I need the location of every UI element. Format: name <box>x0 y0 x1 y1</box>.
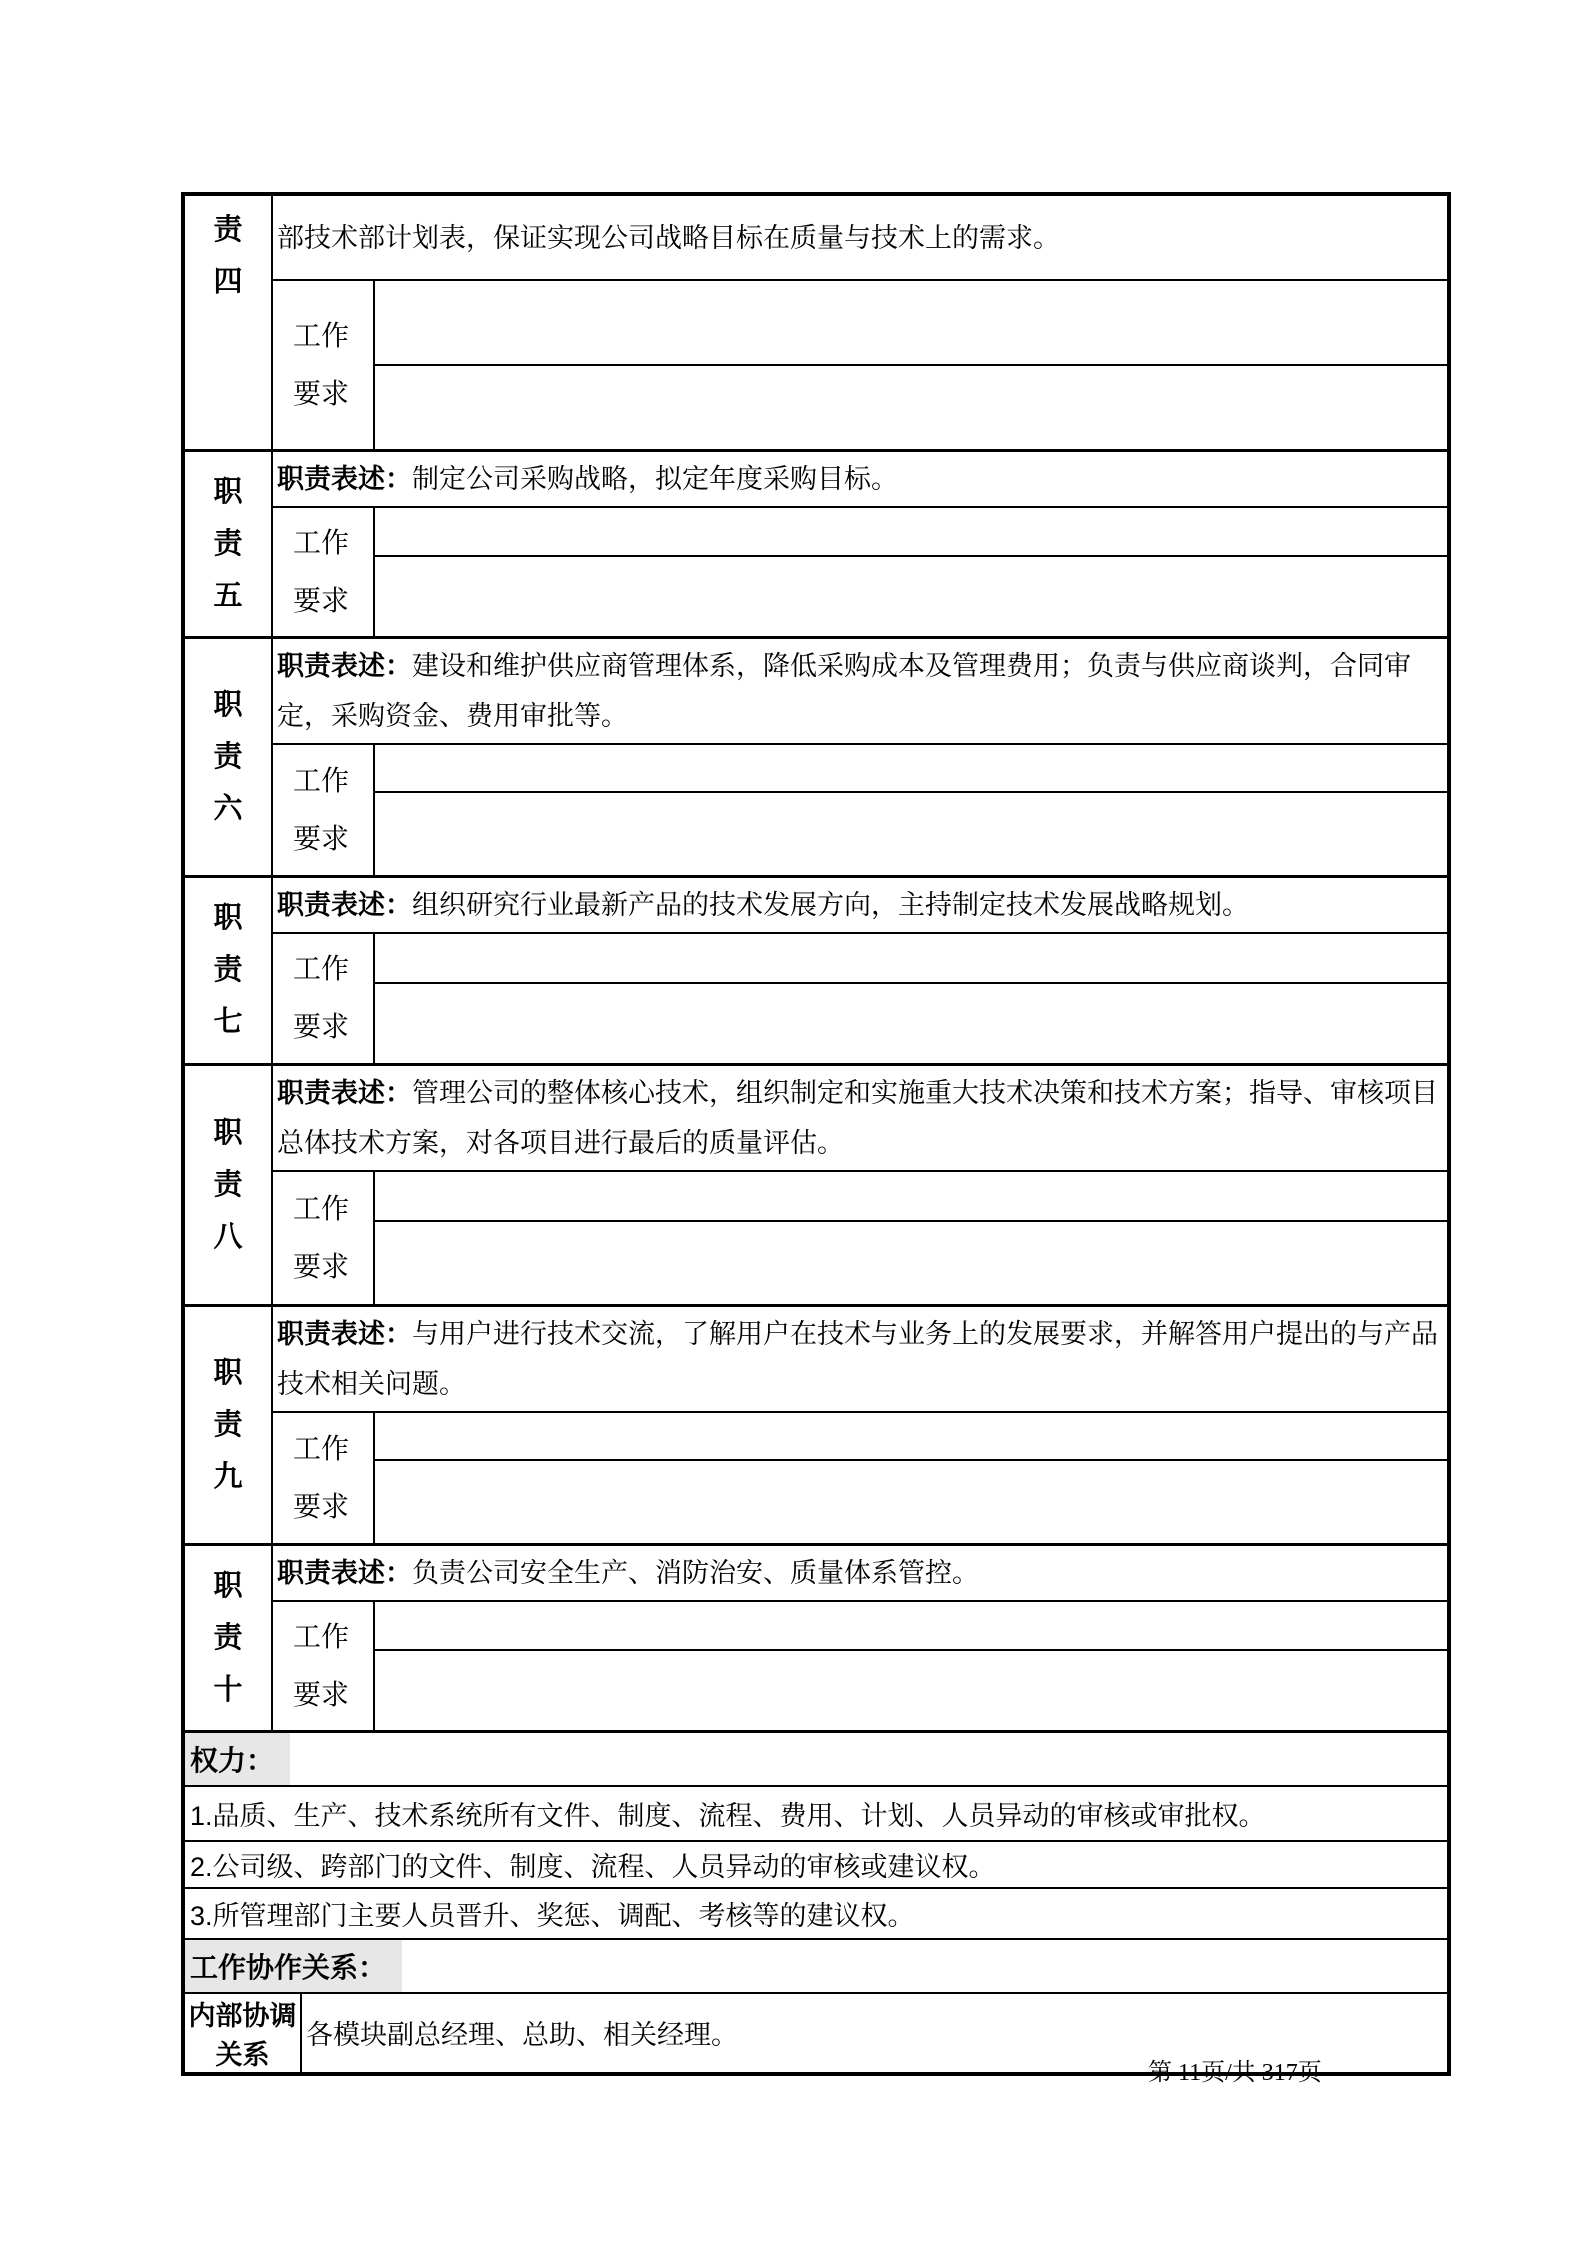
duty-label-cell <box>183 1545 272 1732</box>
work-requirement-label: 工作要求 <box>293 1432 350 1522</box>
power-item: 2.公司级、跨部门的文件、制度、流程、人员异动的审核或建议权。 <box>183 1841 1449 1888</box>
work-requirement-empty-cell <box>374 556 1449 638</box>
internal-relations-label: 内部协调关系 <box>183 1993 301 2074</box>
work-requirement-empty-cell <box>374 1650 1449 1731</box>
duty-description-prefix: 职责表述： <box>277 1078 412 1108</box>
duty-description-prefix: 职责表述： <box>277 1318 412 1349</box>
collaboration-section-header: 工作协作关系： <box>185 1940 402 1992</box>
duty-row-7 <box>183 876 1449 933</box>
duty-label: 职责六 <box>213 688 243 825</box>
duty-row-4 <box>183 194 1449 280</box>
work-requirement-empty-cell <box>374 1460 1449 1545</box>
duty-description-prefix: 职责表述： <box>277 651 412 681</box>
power-item: 3.所管理部门主要人员晋升、奖惩、调配、考核等的建议权。 <box>183 1888 1449 1939</box>
work-requirement-empty-cell <box>374 933 1449 983</box>
duty-label-cell <box>183 450 272 638</box>
duty-label-cell <box>183 638 272 877</box>
duty-description-text: 与用户进行技术交流，了解用户在技术与业务上的发展要求，并解答用户提出的与产品技术相关问题。 <box>277 1318 1438 1399</box>
job-description-table <box>181 192 1451 2076</box>
duty-label: 职责七 <box>213 902 243 1039</box>
work-requirement-empty-cell <box>374 280 1449 365</box>
duty-label-cell <box>183 1065 272 1306</box>
duty-description-cell <box>272 1305 1449 1412</box>
work-requirement-label-cell <box>272 280 374 450</box>
duty-description-cell <box>272 876 1449 933</box>
duty-description-cell <box>272 638 1449 745</box>
duty-row-9 <box>183 1305 1449 1412</box>
duty-description-text: 负责公司安全生产、消防治安、质量体系管控。 <box>412 1558 979 1588</box>
duty-description-prefix: 职责表述： <box>277 1558 412 1588</box>
duty-description-text: 部技术部计划表，保证实现公司战略目标在质量与技术上的需求。 <box>277 222 1060 253</box>
work-requirement-empty-cell <box>374 365 1449 450</box>
work-requirement-label-cell <box>272 744 374 876</box>
work-requirement-empty-cell <box>374 1171 1449 1221</box>
duty-description-text: 组织研究行业最新产品的技术发展方向，主持制定技术发展战略规划。 <box>412 889 1249 920</box>
collaboration-header-row <box>183 1939 1449 1993</box>
duty-description-prefix: 职责表述： <box>277 463 412 494</box>
work-requirement-label: 工作要求 <box>293 1620 350 1710</box>
work-requirement-empty-cell <box>374 744 1449 792</box>
duty-description-cell <box>272 194 1449 280</box>
work-requirement-empty-cell <box>374 1601 1449 1650</box>
work-requirement-empty-cell <box>374 1412 1449 1460</box>
power-item: 1.品质、生产、技术系统所有文件、制度、流程、费用、计划、人员异动的审核或审批权。 <box>183 1786 1449 1841</box>
duty-description-text: 建设和维护供应商管理体系，降低采购成本及管理费用；负责与供应商谈判，合同审定，采购资金、费用审批等。 <box>277 651 1411 731</box>
duty-description-text: 制定公司采购战略，拟定年度采购目标。 <box>412 463 898 494</box>
work-requirement-label: 工作要求 <box>293 1192 350 1282</box>
work-requirement-label: 工作要求 <box>293 319 350 409</box>
duty-label-cell <box>183 876 272 1065</box>
duty-description-cell <box>272 450 1449 507</box>
work-requirement-empty-cell <box>374 983 1449 1065</box>
duty-label: 责四 <box>213 214 243 298</box>
duty-description-prefix: 职责表述： <box>277 889 412 920</box>
work-requirement-label-cell <box>272 1601 374 1731</box>
duty-description-cell <box>272 1545 1449 1602</box>
work-requirement-label-cell <box>272 1412 374 1545</box>
duty-description-cell <box>272 1065 1449 1172</box>
work-requirement-empty-cell <box>374 792 1449 876</box>
power-item-row <box>183 1786 1449 1841</box>
internal-relations-value: 各模块副总经理、总助、相关经理。 <box>301 1993 1449 2074</box>
duty-label-cell <box>183 1305 272 1545</box>
duty-label: 职责十 <box>213 1569 243 1706</box>
duty-row-10 <box>183 1545 1449 1602</box>
work-requirement-empty-cell <box>374 507 1449 556</box>
work-requirement-label-cell <box>272 1171 374 1305</box>
duty-label: 职责九 <box>213 1356 243 1493</box>
power-header-row <box>183 1731 1449 1786</box>
power-section-header: 权力： <box>185 1733 290 1785</box>
duty-row-6 <box>183 638 1449 745</box>
work-requirement-empty-cell <box>374 1221 1449 1305</box>
duty-row-8 <box>183 1065 1449 1172</box>
duty-label-cell <box>183 194 272 450</box>
duty-label: 职责八 <box>213 1116 243 1253</box>
duty-description-text: 管理公司的整体核心技术，组织制定和实施重大技术决策和技术方案；指导、审核项目总体技术方案，对各项目进行最后的质量评估。 <box>277 1078 1438 1158</box>
work-requirement-label: 工作要求 <box>293 953 350 1043</box>
work-requirement-label-cell <box>272 507 374 638</box>
duty-row-5 <box>183 450 1449 507</box>
power-item-row <box>183 1841 1449 1888</box>
work-requirement-label: 工作要求 <box>293 526 350 616</box>
work-requirement-label: 工作要求 <box>293 764 350 854</box>
power-item-row <box>183 1888 1449 1939</box>
duty-label: 职责五 <box>213 475 243 612</box>
page-number: 第 11页/共 317页 <box>1148 2060 1322 2086</box>
work-requirement-label-cell <box>272 933 374 1065</box>
